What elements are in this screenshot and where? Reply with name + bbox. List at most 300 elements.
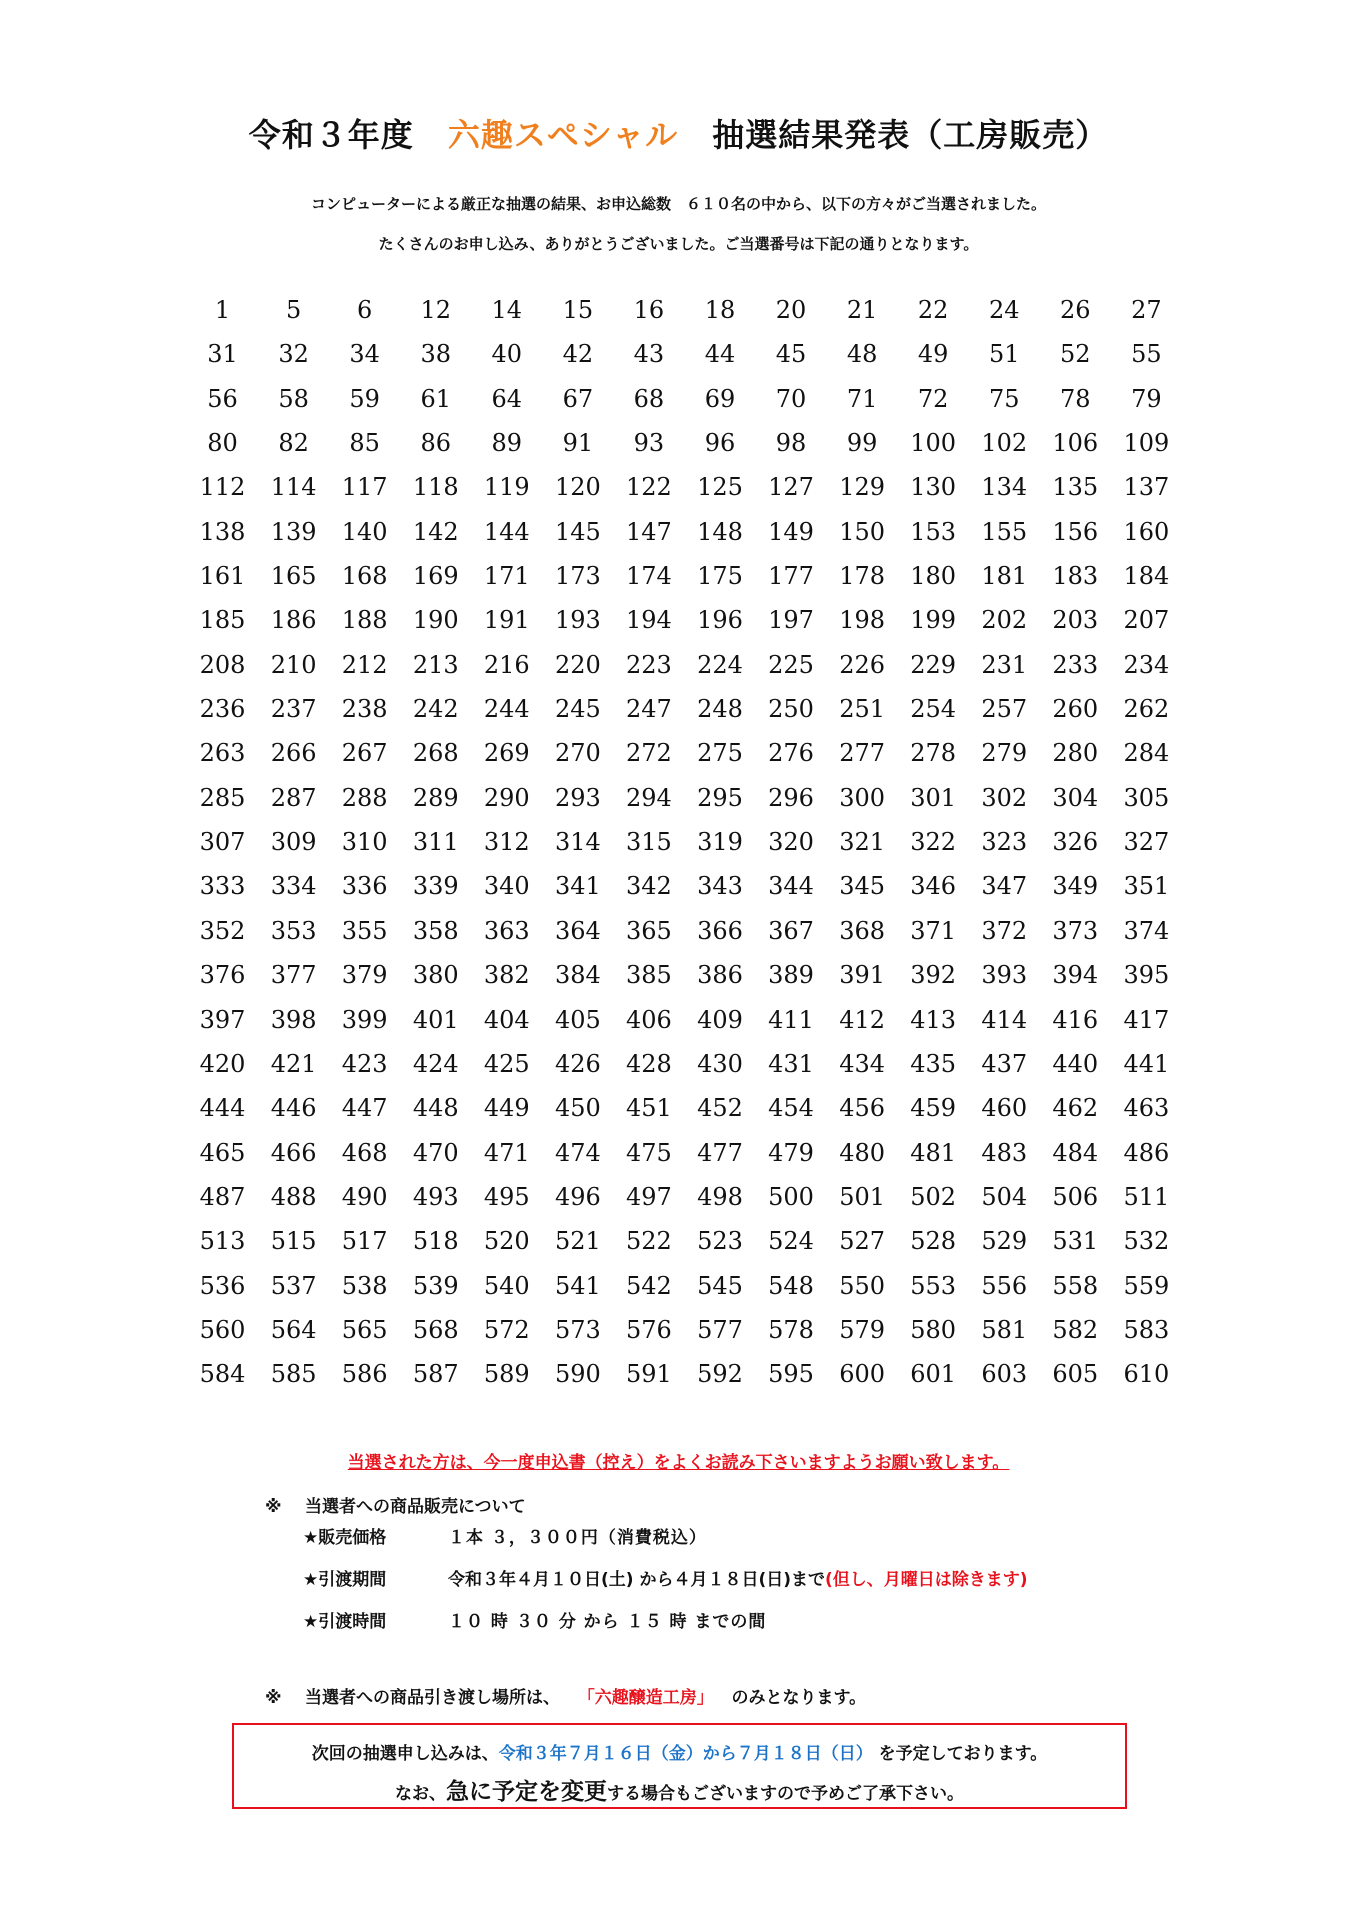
winning-number: 399 — [341, 1005, 388, 1034]
winning-number: 382 — [483, 961, 530, 990]
winning-number: 135 — [1052, 473, 1099, 502]
winning-number: 248 — [697, 695, 743, 724]
winning-number: 160 — [1123, 517, 1170, 546]
winning-number: 231 — [981, 650, 1028, 679]
sales-period-value: 令和３年４月１０日(土) から４月１８日(日)まで — [448, 1570, 825, 1590]
winning-number: 479 — [768, 1138, 814, 1167]
winning-number: 278 — [910, 739, 957, 768]
winning-number: 589 — [483, 1360, 530, 1389]
winning-number: 527 — [839, 1227, 885, 1256]
winning-number: 196 — [697, 606, 743, 635]
winning-number: 99 — [846, 429, 878, 458]
winning-number: 448 — [412, 1094, 459, 1123]
winning-number: 6 — [357, 296, 373, 324]
winning-number: 393 — [981, 961, 1028, 990]
winning-number: 45 — [775, 340, 807, 369]
winning-number: 109 — [1123, 429, 1170, 458]
winning-number: 193 — [554, 606, 601, 635]
winning-number: 38 — [420, 340, 451, 369]
winning-number: 86 — [420, 429, 451, 458]
winning-number: 565 — [341, 1315, 388, 1344]
winning-number: 504 — [981, 1182, 1028, 1211]
winning-number: 226 — [839, 650, 885, 679]
winning-number: 322 — [910, 828, 957, 857]
winning-number: 404 — [483, 1005, 530, 1034]
winning-number: 242 — [412, 695, 459, 724]
winning-number: 100 — [910, 429, 957, 458]
winning-number: 366 — [697, 916, 743, 945]
winning-number: 181 — [981, 562, 1028, 591]
winning-number: 462 — [1052, 1094, 1099, 1123]
winning-number: 61 — [420, 384, 451, 413]
winning-number: 153 — [910, 517, 957, 546]
winning-number: 480 — [839, 1138, 885, 1167]
winning-number: 474 — [554, 1138, 601, 1167]
winning-number: 327 — [1123, 828, 1170, 857]
winning-number: 376 — [199, 961, 246, 990]
winning-number: 175 — [697, 562, 743, 591]
winning-number: 277 — [839, 739, 885, 768]
winning-number: 180 — [910, 562, 957, 591]
winning-number: 466 — [270, 1138, 317, 1167]
winning-number: 150 — [839, 517, 885, 546]
winning-number: 51 — [988, 340, 1020, 369]
winning-number: 346 — [910, 872, 957, 901]
winning-number: 483 — [981, 1138, 1028, 1167]
winning-number: 130 — [910, 473, 957, 502]
winning-number: 174 — [626, 562, 672, 591]
winning-number: 446 — [270, 1094, 317, 1123]
winning-number: 27 — [1131, 296, 1162, 324]
winning-number: 528 — [910, 1227, 957, 1256]
winning-number: 26 — [1060, 296, 1091, 324]
winning-number: 497 — [626, 1182, 672, 1211]
winning-number: 32 — [278, 340, 309, 369]
winning-number: 358 — [412, 916, 459, 945]
winning-number: 269 — [483, 739, 530, 768]
winning-number: 96 — [704, 429, 736, 458]
winning-number: 268 — [412, 739, 459, 768]
winning-number: 245 — [554, 695, 601, 724]
winning-number: 75 — [988, 384, 1020, 413]
next-lottery-dates: 令和３年７月１６日（金）から７月１８日（日） — [498, 1744, 873, 1764]
winning-number: 16 — [633, 296, 665, 324]
title-prefix: 令和３年度 — [248, 116, 414, 154]
winning-number: 279 — [981, 739, 1028, 768]
winning-number: 368 — [839, 916, 885, 945]
winning-number: 365 — [626, 916, 672, 945]
winning-number: 344 — [768, 872, 814, 901]
winning-number: 583 — [1123, 1315, 1170, 1344]
winning-number: 336 — [341, 872, 388, 901]
winning-number: 302 — [981, 783, 1028, 812]
winning-number: 208 — [199, 650, 246, 679]
pickup-place — [265, 1683, 866, 1708]
winning-number: 220 — [554, 650, 601, 679]
winning-number: 98 — [775, 429, 807, 458]
winning-number: 605 — [1052, 1360, 1099, 1389]
sales-price-label: ★販売価格 — [303, 1528, 387, 1548]
winning-number: 212 — [341, 650, 388, 679]
sales-price-value: １本 ３，３００円（消費税込） — [448, 1528, 707, 1548]
winning-number: 579 — [839, 1315, 885, 1344]
winning-number: 582 — [1052, 1315, 1099, 1344]
winning-number: 409 — [697, 1005, 743, 1034]
winning-number: 444 — [199, 1094, 246, 1123]
winning-number: 321 — [839, 828, 885, 857]
sales-period — [303, 1565, 1028, 1590]
winning-number: 250 — [768, 695, 814, 724]
winning-number: 397 — [199, 1005, 246, 1034]
winning-number: 513 — [199, 1227, 246, 1256]
winning-number: 257 — [981, 695, 1028, 724]
page-title — [0, 110, 1357, 156]
winning-number: 591 — [626, 1360, 672, 1389]
winning-number: 518 — [412, 1227, 459, 1256]
winning-number: 14 — [491, 296, 523, 324]
winning-number: 21 — [846, 296, 878, 324]
winning-number: 22 — [917, 296, 949, 324]
winning-number: 542 — [626, 1271, 672, 1300]
winning-number: 289 — [412, 783, 459, 812]
winning-number: 468 — [341, 1138, 388, 1167]
winning-number: 511 — [1123, 1182, 1170, 1211]
winning-number: 234 — [1123, 650, 1170, 679]
pickup-text-after: のみとなります。 — [731, 1688, 867, 1708]
winning-number: 517 — [341, 1227, 388, 1256]
next-line1-before: 次回の抽選申し込みは、 — [311, 1744, 499, 1764]
winning-number: 311 — [412, 828, 459, 857]
winning-number: 294 — [626, 783, 672, 812]
winning-number: 371 — [910, 916, 957, 945]
sales-period-note: (但し、月曜日は除きます) — [825, 1570, 1028, 1590]
winning-number: 203 — [1052, 606, 1099, 635]
winning-number: 465 — [199, 1138, 246, 1167]
winning-number: 300 — [839, 783, 885, 812]
winning-number: 31 — [207, 340, 238, 369]
winning-number: 310 — [341, 828, 388, 857]
winning-number: 420 — [199, 1049, 246, 1078]
note-mark: ※ — [265, 1497, 282, 1517]
winning-number: 288 — [341, 783, 388, 812]
winning-number: 394 — [1052, 961, 1099, 990]
winning-number: 140 — [341, 517, 388, 546]
winning-number: 355 — [341, 916, 388, 945]
winning-number: 296 — [768, 783, 814, 812]
winning-number: 40 — [491, 340, 523, 369]
winning-number: 69 — [704, 384, 736, 413]
winning-number: 89 — [491, 429, 523, 458]
winning-number: 493 — [412, 1182, 459, 1211]
winning-number: 1 — [214, 296, 231, 324]
winning-number: 236 — [199, 695, 246, 724]
winning-number: 389 — [768, 961, 814, 990]
winning-number: 312 — [483, 828, 530, 857]
winning-number: 305 — [1123, 783, 1170, 812]
winning-number: 188 — [341, 606, 388, 635]
winning-number: 541 — [554, 1271, 601, 1300]
winning-number: 603 — [981, 1360, 1028, 1389]
winning-number: 437 — [981, 1049, 1028, 1078]
winning-number: 183 — [1052, 562, 1099, 591]
winning-number: 71 — [846, 384, 878, 413]
winning-number: 272 — [626, 739, 672, 768]
winning-number: 210 — [270, 650, 317, 679]
winning-number: 351 — [1123, 872, 1170, 901]
winning-number: 392 — [910, 961, 957, 990]
winning-number: 349 — [1052, 872, 1099, 901]
winning-number: 247 — [626, 695, 672, 724]
winning-number: 49 — [917, 340, 949, 369]
winning-number: 447 — [341, 1094, 388, 1123]
winning-number: 463 — [1123, 1094, 1170, 1123]
winning-number: 119 — [483, 473, 530, 502]
winning-number: 481 — [910, 1138, 957, 1167]
winning-number: 496 — [554, 1182, 601, 1211]
winning-number: 118 — [412, 473, 459, 502]
winning-number: 454 — [768, 1094, 814, 1123]
winning-number: 379 — [341, 961, 388, 990]
winning-number: 319 — [697, 828, 743, 857]
winning-number: 532 — [1123, 1227, 1170, 1256]
winning-number: 229 — [910, 650, 957, 679]
winning-number: 502 — [910, 1182, 957, 1211]
winning-number: 538 — [341, 1271, 388, 1300]
winning-number: 456 — [839, 1094, 885, 1123]
winning-number: 522 — [626, 1227, 672, 1256]
winning-number: 377 — [270, 961, 317, 990]
sales-time — [303, 1607, 766, 1632]
winning-number: 524 — [768, 1227, 814, 1256]
winning-number: 12 — [420, 296, 451, 324]
winning-number: 506 — [1052, 1182, 1099, 1211]
winning-number: 417 — [1123, 1005, 1170, 1034]
winning-number: 428 — [626, 1049, 672, 1078]
winning-number: 372 — [981, 916, 1028, 945]
winning-number: 190 — [412, 606, 459, 635]
winning-number: 82 — [278, 429, 309, 458]
winning-number: 122 — [626, 473, 672, 502]
winning-number: 120 — [554, 473, 601, 502]
winning-number: 424 — [412, 1049, 459, 1078]
winning-number: 307 — [199, 828, 246, 857]
sales-price — [303, 1523, 707, 1548]
winning-number: 72 — [917, 384, 949, 413]
winning-number: 224 — [697, 650, 743, 679]
winning-number: 260 — [1052, 695, 1099, 724]
winning-number: 85 — [349, 429, 380, 458]
winning-number: 314 — [554, 828, 601, 857]
winning-number: 58 — [278, 384, 309, 413]
winning-number: 70 — [775, 384, 807, 413]
winning-number: 169 — [412, 562, 459, 591]
sales-time-value: １０ 時 ３０ 分 から １５ 時 までの間 — [448, 1612, 767, 1632]
winning-number: 295 — [697, 783, 743, 812]
winning-number: 15 — [562, 296, 594, 324]
winning-number: 341 — [554, 872, 601, 901]
winning-number: 186 — [270, 606, 317, 635]
title-accent: 六趣スペシャル — [447, 116, 679, 154]
winning-number: 363 — [483, 916, 530, 945]
sales-heading-text: 当選者への商品販売について — [305, 1497, 526, 1517]
winning-number: 586 — [341, 1360, 388, 1389]
pickup-place-name: 「六趣醸造工房」 — [577, 1688, 714, 1708]
winning-number: 477 — [697, 1138, 743, 1167]
winning-number: 263 — [199, 739, 246, 768]
winning-number: 233 — [1052, 650, 1099, 679]
winning-number: 93 — [633, 429, 665, 458]
winning-number: 290 — [483, 783, 530, 812]
winning-number: 345 — [839, 872, 885, 901]
winning-number: 20 — [775, 296, 807, 324]
winning-number: 144 — [483, 517, 530, 546]
winning-number: 414 — [981, 1005, 1028, 1034]
winning-number: 475 — [626, 1138, 672, 1167]
winning-number: 440 — [1052, 1049, 1099, 1078]
next-line2-after: する場合もございますので予めご了承下さい。 — [607, 1784, 964, 1804]
next-lottery-line-1 — [234, 1739, 1125, 1764]
winning-number: 373 — [1052, 916, 1099, 945]
winning-number: 280 — [1052, 739, 1099, 768]
winning-number: 320 — [768, 828, 814, 857]
winning-number: 550 — [839, 1271, 885, 1300]
winning-number: 385 — [626, 961, 672, 990]
winning-number: 168 — [341, 562, 388, 591]
winning-number: 254 — [910, 695, 957, 724]
winning-number: 576 — [626, 1315, 672, 1344]
winning-number: 177 — [768, 562, 814, 591]
winning-number: 237 — [270, 695, 317, 724]
winning-number: 412 — [839, 1005, 885, 1034]
sales-heading — [265, 1492, 526, 1517]
winning-number: 490 — [341, 1182, 388, 1211]
winning-number: 138 — [199, 517, 246, 546]
winning-number: 540 — [483, 1271, 530, 1300]
winning-number: 486 — [1123, 1138, 1170, 1167]
winning-number: 44 — [704, 340, 736, 369]
winning-number: 276 — [768, 739, 814, 768]
winning-number: 564 — [270, 1315, 317, 1344]
note-mark: ※ — [265, 1688, 282, 1708]
winning-number: 470 — [412, 1138, 459, 1167]
winning-number: 406 — [626, 1005, 672, 1034]
winning-number: 191 — [483, 606, 530, 635]
winning-number: 568 — [412, 1315, 459, 1344]
winning-number: 342 — [626, 872, 672, 901]
winning-number: 293 — [554, 783, 601, 812]
winning-number: 244 — [483, 695, 530, 724]
winning-number: 147 — [626, 517, 672, 546]
winning-number: 401 — [412, 1005, 459, 1034]
winning-number: 334 — [270, 872, 317, 901]
winning-number: 411 — [768, 1005, 814, 1034]
winning-number: 266 — [270, 739, 317, 768]
winning-number: 352 — [199, 916, 246, 945]
winning-number: 452 — [697, 1094, 743, 1123]
winning-number: 43 — [633, 340, 665, 369]
winning-number: 449 — [483, 1094, 530, 1123]
winning-number: 484 — [1052, 1138, 1099, 1167]
winning-number: 148 — [697, 517, 743, 546]
winning-number: 64 — [491, 384, 523, 413]
winning-number: 426 — [554, 1049, 601, 1078]
winning-number: 309 — [270, 828, 317, 857]
winning-number: 340 — [483, 872, 530, 901]
winning-number: 559 — [1123, 1271, 1170, 1300]
winning-number: 347 — [981, 872, 1028, 901]
winning-number: 117 — [341, 473, 388, 502]
winning-number: 367 — [768, 916, 814, 945]
winning-number: 287 — [270, 783, 317, 812]
winning-number: 581 — [981, 1315, 1028, 1344]
sales-time-label: ★引渡時間 — [303, 1612, 387, 1632]
winning-number: 178 — [839, 562, 885, 591]
winning-number: 48 — [846, 340, 878, 369]
intro-line-2: たくさんのお申し込み、ありがとうございました。ご当選番号は下記の通りとなります。 — [378, 235, 979, 253]
winning-number: 495 — [483, 1182, 530, 1211]
winning-number: 59 — [349, 384, 380, 413]
winning-number: 34 — [349, 340, 380, 369]
winning-number: 194 — [626, 606, 672, 635]
winning-number: 431 — [768, 1049, 814, 1078]
winning-number: 584 — [199, 1360, 246, 1389]
winning-number: 353 — [270, 916, 317, 945]
winning-number: 585 — [270, 1360, 317, 1389]
winning-number: 213 — [412, 650, 459, 679]
winning-number: 216 — [483, 650, 530, 679]
next-line2-before: なお、 — [395, 1784, 446, 1804]
winning-number: 301 — [910, 783, 957, 812]
winning-number: 556 — [981, 1271, 1028, 1300]
winning-number: 488 — [270, 1182, 317, 1211]
winning-number: 155 — [981, 517, 1028, 546]
winning-number: 5 — [285, 296, 302, 324]
winning-number: 430 — [697, 1049, 743, 1078]
winning-number: 529 — [981, 1227, 1028, 1256]
winning-number: 501 — [839, 1182, 885, 1211]
winning-number: 441 — [1123, 1049, 1170, 1078]
winning-number: 391 — [839, 961, 885, 990]
winning-number: 405 — [554, 1005, 601, 1034]
winning-number: 251 — [839, 695, 885, 724]
winning-number: 114 — [270, 473, 317, 502]
winning-number: 270 — [554, 739, 601, 768]
winning-number: 539 — [412, 1271, 459, 1300]
winning-number: 537 — [270, 1271, 317, 1300]
winning-number: 198 — [839, 606, 885, 635]
winning-number: 315 — [626, 828, 672, 857]
winning-number: 548 — [768, 1271, 814, 1300]
winning-number: 171 — [483, 562, 530, 591]
winning-number: 577 — [697, 1315, 743, 1344]
winning-number: 523 — [697, 1227, 743, 1256]
winning-number: 595 — [768, 1360, 814, 1389]
winning-number: 304 — [1052, 783, 1099, 812]
winning-number: 262 — [1123, 695, 1170, 724]
winning-number: 558 — [1052, 1271, 1099, 1300]
winning-number: 487 — [199, 1182, 246, 1211]
winning-number: 55 — [1131, 340, 1162, 369]
winning-number: 343 — [697, 872, 743, 901]
winning-number: 80 — [207, 429, 238, 458]
winning-number: 434 — [839, 1049, 885, 1078]
winning-number: 67 — [562, 384, 594, 413]
next-lottery-box — [232, 1723, 1127, 1809]
winning-number: 68 — [633, 384, 665, 413]
winning-number: 339 — [412, 872, 459, 901]
intro-line-1: コンピューターによる厳正な抽選の結果、お申込総数 ６１０名の中から、以下の方々がご当選されました。 — [310, 195, 1046, 213]
winning-number: 56 — [207, 384, 238, 413]
